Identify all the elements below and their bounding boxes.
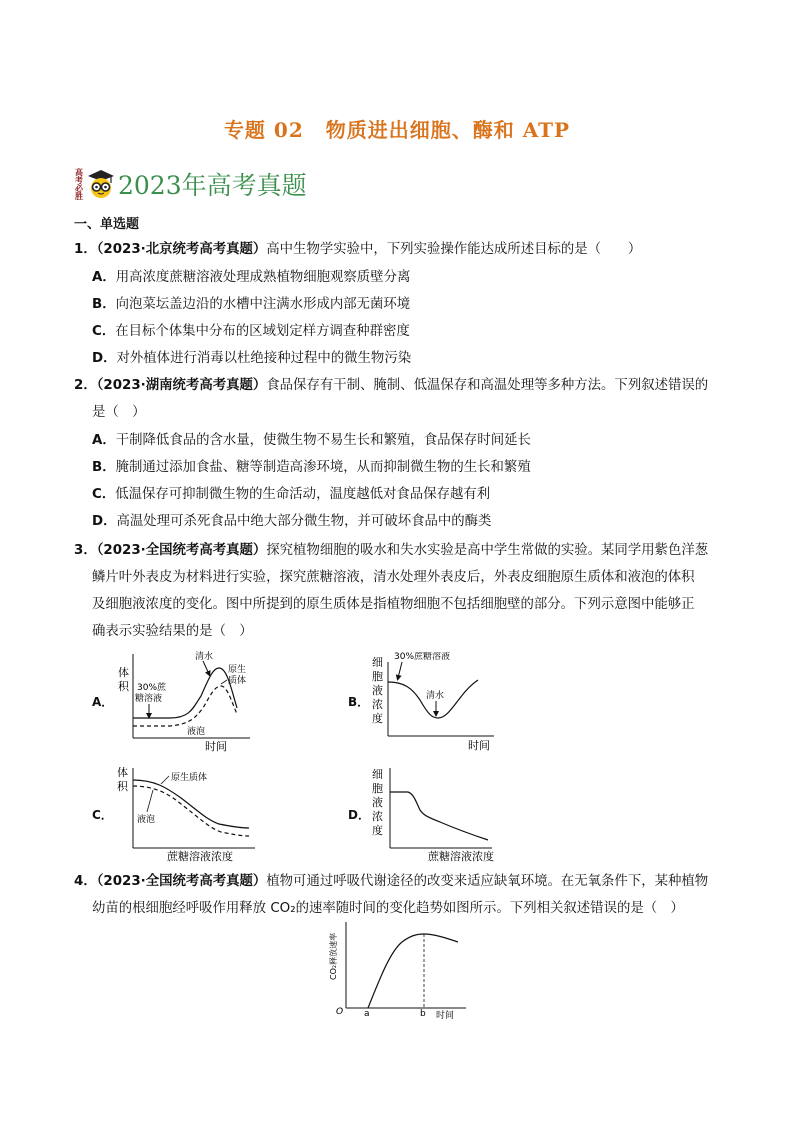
chart-d bbox=[368, 764, 498, 862]
y-label-char: 液 bbox=[372, 796, 383, 809]
y-label: CO₂释放速率 bbox=[329, 932, 338, 980]
question-number: 3． bbox=[74, 543, 97, 558]
ann-sucrose: 30%蔗糖溶液 bbox=[394, 652, 451, 662]
question-stem-cont: 是（ ） bbox=[92, 405, 146, 420]
ann-protoplast-1: 原生 bbox=[228, 665, 247, 675]
q1-option-c: C．在目标个体集中分布的区域划定样方调查种群密度 bbox=[92, 324, 410, 339]
chart-c-label: C． bbox=[92, 808, 113, 822]
page-title bbox=[0, 114, 794, 143]
y-label-char: 浓 bbox=[372, 698, 383, 711]
banner-heading: 2023年高考真题 bbox=[118, 171, 307, 200]
section-banner bbox=[74, 164, 307, 204]
question-number: 4． bbox=[74, 874, 97, 889]
question-source: （2023·湖南统考高考真题） bbox=[96, 378, 267, 393]
y-label-char: 度 bbox=[372, 712, 383, 725]
question-source: （2023·北京统考高考真题） bbox=[96, 242, 267, 257]
ann-sucrose-arrow bbox=[398, 662, 402, 678]
scholar-mascot-icon bbox=[86, 168, 116, 200]
question-source: （2023·全国统考高考真题） bbox=[96, 874, 267, 889]
y-label-1: 体 bbox=[117, 766, 128, 779]
title-topic-number: 专题 02 bbox=[223, 118, 304, 142]
title-topic-name: 物质进出细胞、酶和 ATP bbox=[325, 118, 571, 142]
origin-label: O bbox=[336, 1007, 344, 1017]
ann-vacuole: 液泡 bbox=[187, 727, 206, 737]
q1-option-a: A．用高浓度蔗糖溶液处理成熟植物细胞观察质壁分离 bbox=[92, 270, 411, 285]
y-label-2: 积 bbox=[117, 780, 128, 793]
q2-option-d: D．高温处理可杀死食品中绝大部分微生物，并可破坏食品中的酶类 bbox=[92, 514, 492, 529]
ann-vacuole: 液泡 bbox=[137, 815, 156, 825]
ann-protoplast-2: 质体 bbox=[228, 676, 247, 686]
q1-option-d: D．对外植体进行消毒以杜绝接种过程中的微生物污染 bbox=[92, 351, 412, 366]
ann-water: 清水 bbox=[426, 691, 445, 701]
question-source: （2023·全国统考高考真题） bbox=[96, 543, 267, 558]
y-label-char: 胞 bbox=[372, 670, 383, 683]
q2-option-a: A．干制降低食品的含水量，使微生物不易生长和繁殖，食品保存时间延长 bbox=[92, 433, 531, 448]
x-label: 时间 bbox=[468, 739, 490, 752]
q2-option-b: B．腌制通过添加食盐、糖等制造高渗环境，从而抑制微生物的生长和繁殖 bbox=[92, 460, 531, 475]
ann-protoplast: 原生质体 bbox=[171, 773, 208, 783]
chart-a-label: A． bbox=[92, 695, 114, 709]
question-number: 1． bbox=[74, 242, 97, 257]
y-label-char: 浓 bbox=[372, 810, 383, 823]
question-4: 4．（2023·全国统考高考真题）植物可通过呼吸代谢途径的改变来适应缺氧环境。在无氧条件下，某种植物 幼苗的根细胞经呼吸作用释放 CO₂的速率随时间的变化趋势如图所示。下列相关叙述错误的是（ ） bbox=[74, 874, 709, 916]
y-label-char: 度 bbox=[372, 824, 383, 837]
concentration-curve bbox=[390, 792, 488, 840]
rate-curve bbox=[368, 934, 458, 1008]
chart-d-label: D． bbox=[348, 808, 370, 822]
y-label-char: 液 bbox=[372, 684, 383, 697]
question-number: 2． bbox=[74, 378, 97, 393]
question-3: 3．（2023·全国统考高考真题）探究植物细胞的吸水和失水实验是高中学生常做的实验。某同学用紫色洋葱 鳞片叶外表皮为材料进行实验，探究蔗糖溶液，清水处理外表皮后，外表皮细胞原生质体和液泡的体积 及细胞液浓度的变化。图中所提到的原生质体是指植物细胞不包括细胞壁的部分。下列示意图中能够正 确表示实验结果的是（ ） bbox=[74, 543, 709, 639]
vacuole-curve bbox=[133, 786, 249, 836]
tick-b: b bbox=[420, 1009, 426, 1019]
x-label: 时间 bbox=[436, 1011, 455, 1021]
ann-water-arrow bbox=[203, 661, 209, 674]
ann-protoplast-leader bbox=[161, 776, 169, 784]
ann-sucrose-1: 30%蔗 bbox=[137, 683, 167, 693]
chart-co2-release bbox=[322, 918, 472, 1024]
q1-option-b: B．向泡菜坛盖边沿的水槽中注满水形成内部无菌环境 bbox=[92, 297, 411, 312]
chart-b-label: B． bbox=[348, 695, 370, 709]
ann-protoplast-leader bbox=[221, 680, 227, 684]
ann-sucrose-2: 糖溶液 bbox=[135, 694, 163, 704]
question-stem: 高中生物学实验中，下列实验操作能达成所述目标的是（ ） bbox=[266, 242, 642, 257]
chart-a bbox=[115, 648, 255, 754]
x-label: 时间 bbox=[205, 740, 227, 753]
chart-b bbox=[368, 652, 498, 754]
chart-c bbox=[115, 764, 265, 862]
banner-vertical-text: 高考必胜 bbox=[75, 167, 83, 201]
x-label: 蔗糖溶液浓度 bbox=[167, 850, 233, 862]
ann-vacuole-leader bbox=[147, 790, 153, 812]
ann-water: 清水 bbox=[195, 652, 214, 662]
y-label-char: 胞 bbox=[372, 782, 383, 795]
question-2 bbox=[74, 372, 728, 426]
y-label-char: 细 bbox=[372, 656, 383, 669]
x-label: 蔗糖溶液浓度 bbox=[428, 850, 494, 862]
section-title: 一、单选题 bbox=[74, 217, 140, 232]
y-label-char: 细 bbox=[372, 768, 383, 781]
question-stem: 食品保存有干制、腌制、低温保存和高温处理等多种方法。下列叙述错误的 bbox=[266, 378, 709, 393]
question-1 bbox=[74, 236, 728, 263]
q2-option-c: C．低温保存可抑制微生物的生命活动，温度越低对食品保存越有利 bbox=[92, 487, 491, 502]
tick-a: a bbox=[364, 1009, 370, 1019]
y-label-2: 积 bbox=[118, 680, 129, 693]
y-label-1: 体 bbox=[118, 666, 129, 679]
